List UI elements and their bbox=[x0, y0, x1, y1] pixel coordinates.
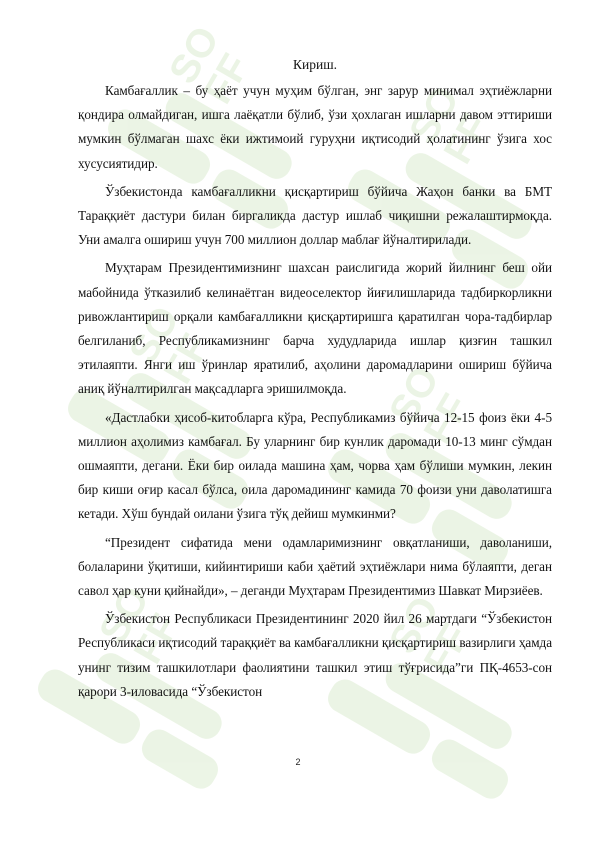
paragraph: Муҳтарам Президентимизнинг шахсан раислигида жорий йилнинг беш ойи мабойнида ўтказилиб келинаётган видеоселектор йиғилишларида тадбиркорликни ривожлантириш орқали камбағалликни қисқартиришга қаратилган чора-тадбирлар белгиланиб, Республикамизнинг барча худудларида ишлар қизғин ташкил этилаяпти. Янги иш ўринлар яратилиб, аҳолини даромадларини ошириш бўйича аниқ йўналтирилган мақсадларга эришилмоқда. bbox=[78, 260, 552, 397]
document-body bbox=[78, 55, 552, 708]
paragraph: Камбағаллик – бу ҳаёт учун муҳим бўлган, энг зарур минимал эҳтиёжларни қондира олмайдиган, ишга лаёқатли бўлиб, ўзи ҳохлаган ишларни давом эттириши мумкин бўлмаган шахс ёки ижтимоий гуруҳни иқтисодий ҳолатининг ўзига хос хусусиятидир. bbox=[78, 83, 552, 171]
watermark-text: SOFF bbox=[160, 19, 259, 112]
paragraph: “Президент сифатида мени одамларимизнинг овқатланиши, даволаниши, болаларини ўқитиши, кийинтириши каби ҳаётий эҳтиёжлари нима бўлаяпти, деган савол ҳар куни қийнайди», – деганди Муҳтарам Президентимиз Шавкат Мирзиёев. bbox=[78, 534, 552, 599]
page-number: 2 bbox=[295, 757, 301, 767]
watermark-text: SOFF bbox=[120, 299, 219, 392]
document-title: Кириш. bbox=[293, 57, 337, 72]
watermark-text: SOFF bbox=[400, 79, 499, 172]
paragraph: Ўзбекистон Республикаси Президентининг 2020 йил 26 мартдаги “Ўзбекистон Республикаси иқтисодий тараққиёт ва камбағалликни қисқартириш вазирлиги ҳамда унинг тизим ташкилотлари фаолиятини ташкил этиш тўғрисида”ги ПҚ-4653-сон қарори 3-иловасида “Ўзбекистон bbox=[78, 611, 552, 699]
paragraph: «Дастлабки ҳисоб-китобларга кўра, Республикамиз бўйича 12-15 фоиз ёки 4-5 миллион аҳолимиз камбағал. Бу уларнинг бир кунлик даромади 10-13 минг сўмдан ошмаяпти, дегани. Ёки бир оилада машина ҳам, чорва ҳам бўлиши мумкин, лекин бир киши оғир касал бўлса, оила даромадининг камида 70 фоизи уни даволатишга кетади. Хўш бундай оилани ўзига тўқ дейиш мумкинми? bbox=[78, 409, 552, 522]
watermark-text: SOFF bbox=[380, 359, 479, 452]
watermark-text: SOFF bbox=[380, 589, 479, 682]
paragraph: Ўзбекистонда камбағалликни қисқартириш бўйича Жаҳон банки ва БМТ Тараққиёт дастури билан биргаликда дастур ишлаб чиқишни режалаштирмоқда. Уни амалга ошириш учун 700 миллион доллар маблағ йўналтирилади. bbox=[78, 183, 552, 248]
watermark-text: SOFF bbox=[90, 579, 189, 672]
